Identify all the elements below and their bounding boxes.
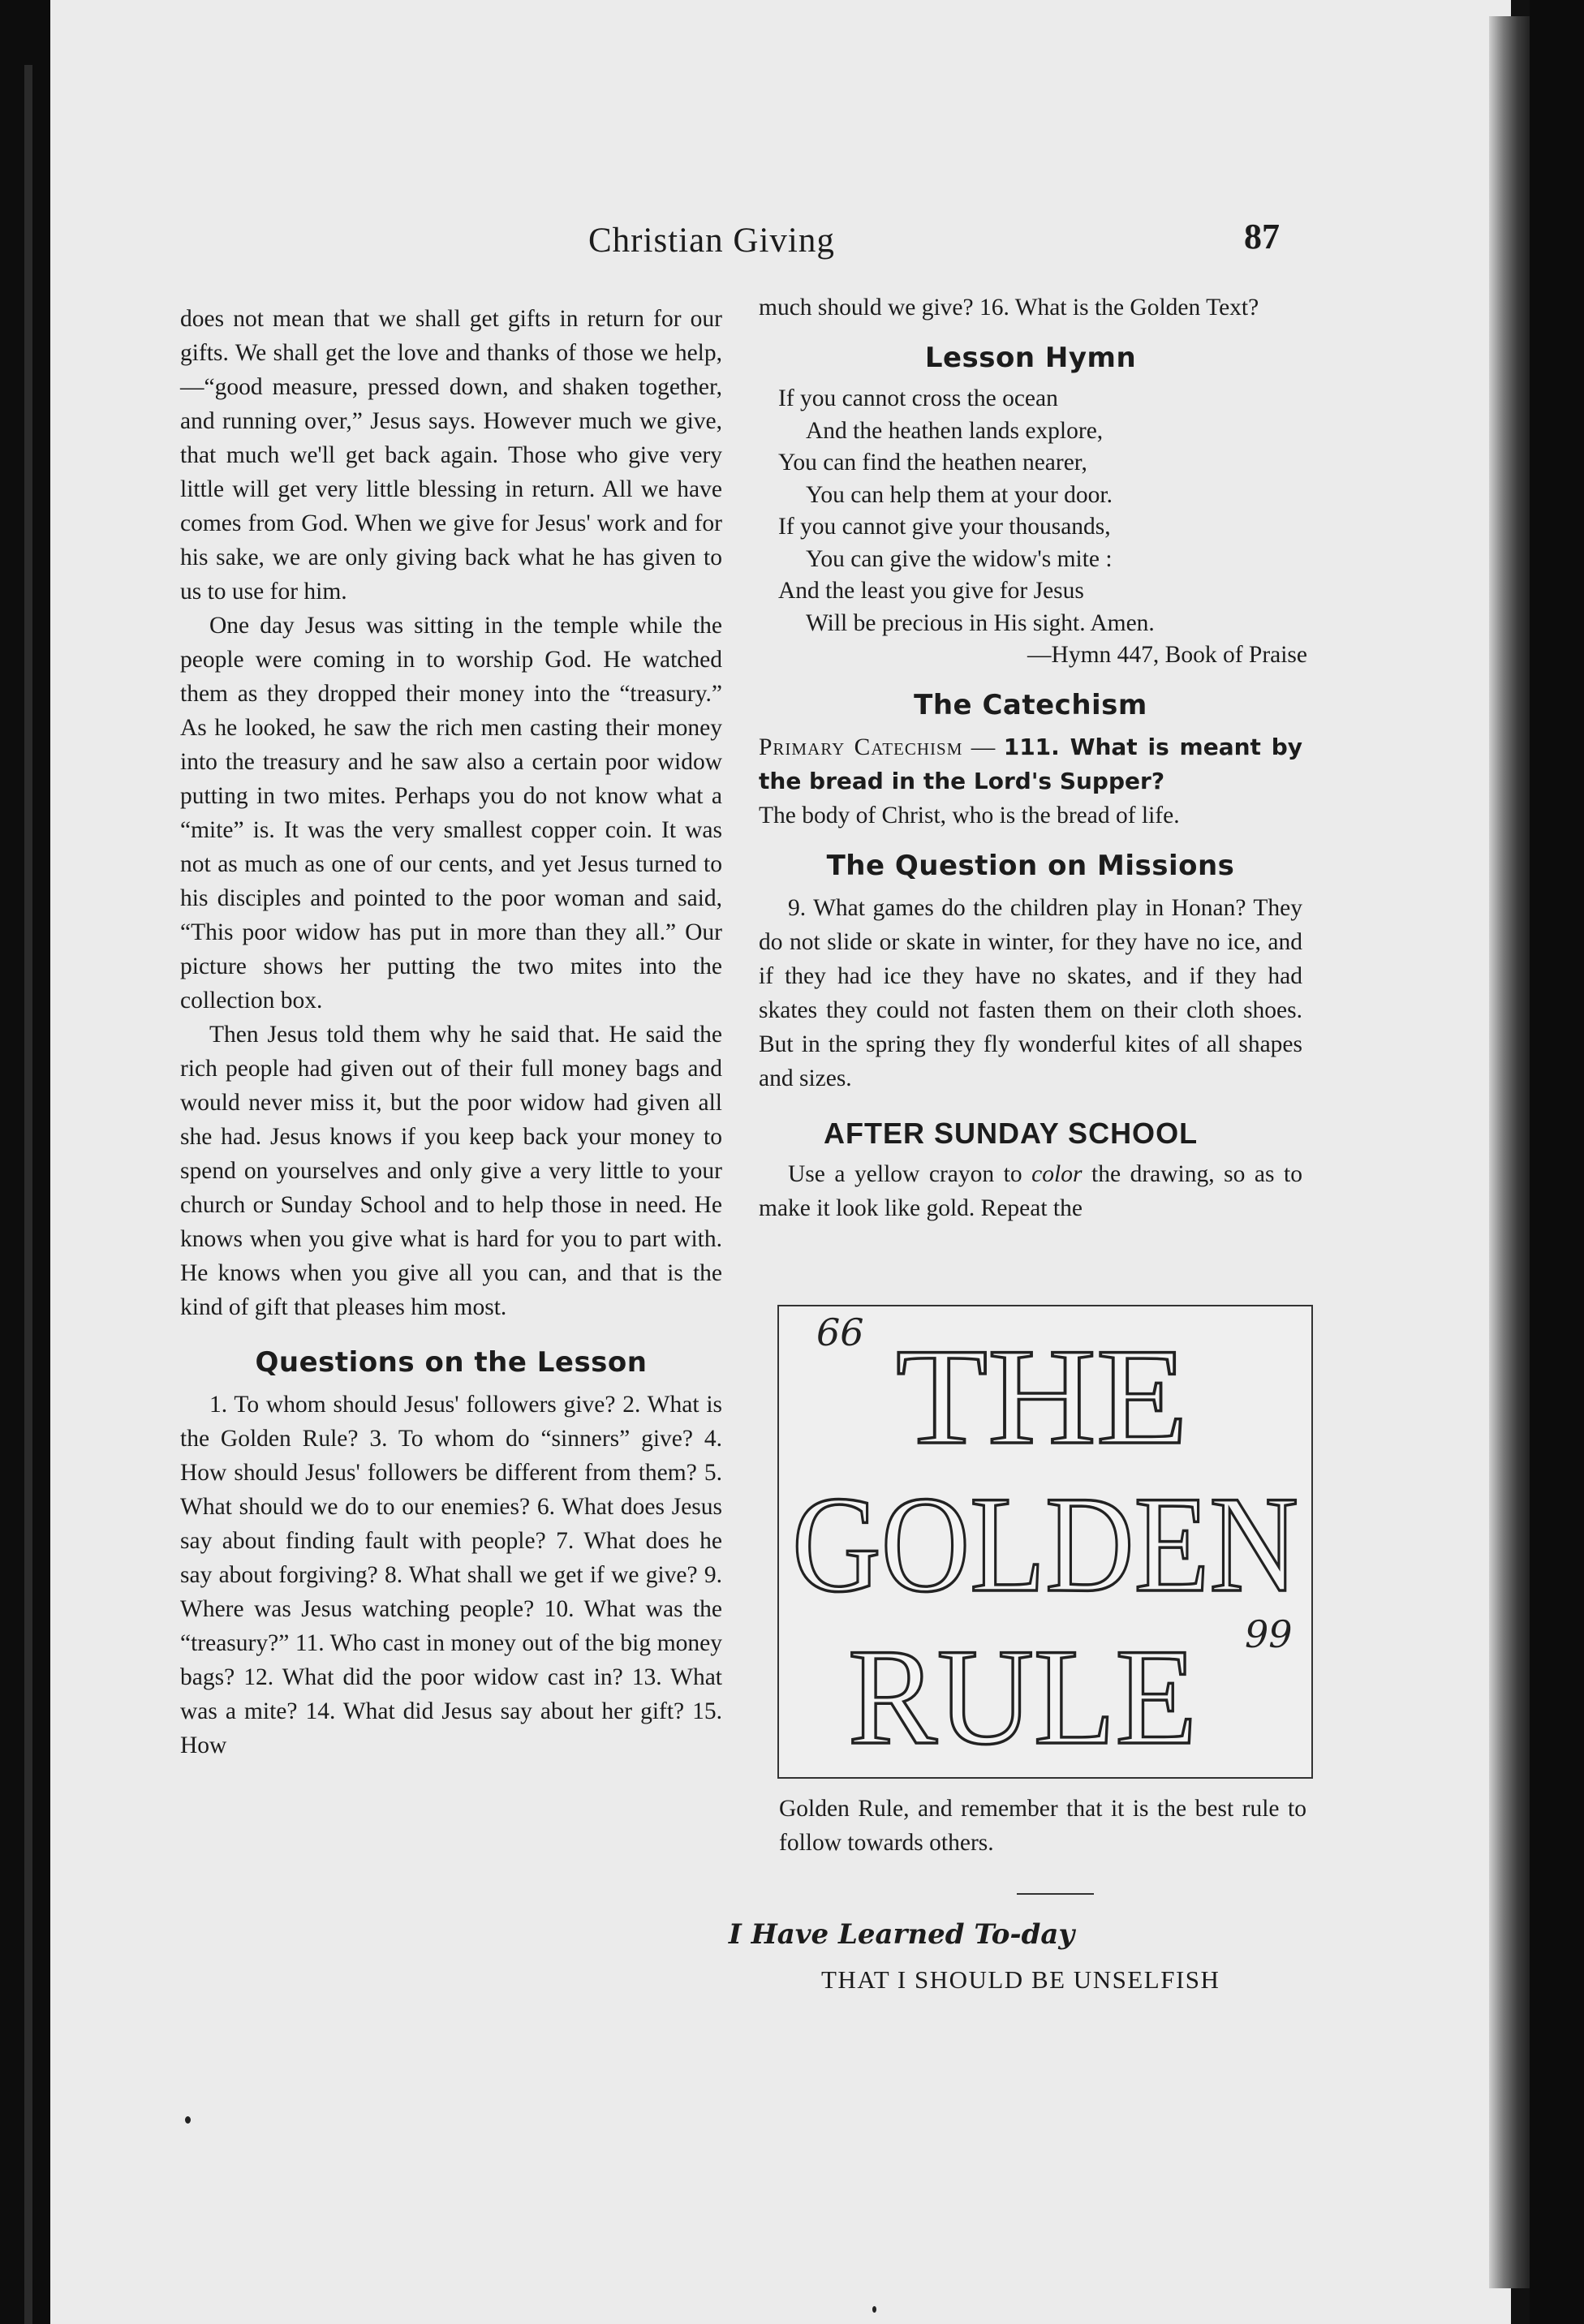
missions-heading: The Question on Missions <box>826 849 1235 882</box>
golden-rule-drawing <box>777 1305 1313 1779</box>
drawing-word-golden: GOLDEN <box>792 1468 1298 1620</box>
learned-heading: I Have Learned To-day <box>728 1918 1075 1951</box>
hymn-heading: Lesson Hymn <box>924 342 1137 374</box>
open-quote: 66 <box>816 1310 864 1354</box>
section-divider <box>1017 1893 1094 1895</box>
catechism-question <box>759 730 1302 798</box>
body-paragraph: Then Jesus told them why he said that. He said the rich people had given out of their full money bags and would never miss it, but the poor widow had given all she had. Jesus knows if you keep back your money to spend on yourselves and only give a very little to your church or Sunday School and to help those in need. He knows when you give what is hard for you to part with. He knows when you give all you can, and that is the kind of gift that pleases him most. <box>180 1022 722 1320</box>
after-drawing-block <box>779 1792 1306 1860</box>
after-school-heading: AFTER SUNDAY SCHOOL <box>824 1116 1199 1150</box>
after-drawing-text: Golden Rule, and remember that it is the best rule to follow towards others. <box>779 1796 1306 1856</box>
hymn-line: You can give the widow's mite : <box>806 545 1113 572</box>
book-gutter <box>24 65 32 2324</box>
hymn-line: And the least you give for Jesus <box>778 578 1084 604</box>
hymn-line: You can help them at your door. <box>806 481 1113 508</box>
hymn-credit: —Hymn 447, Book of Praise <box>1027 642 1307 668</box>
catechism-question-text: 111. What is meant by the bread in the Lord's Supper? <box>759 733 1302 794</box>
after-school-text <box>759 1157 1302 1225</box>
hymn-line: If you cannot cross the ocean <box>778 385 1058 411</box>
scan-border-right <box>1530 0 1584 2324</box>
after-school-text-a: Use a yellow crayon to <box>788 1160 1032 1187</box>
right-column <box>759 290 1307 1225</box>
hymn-line: You can find the heathen nearer, <box>778 450 1087 476</box>
questions-continued: much should we give? 16. What is the Golden Text? <box>759 295 1259 321</box>
close-quote: 99 <box>1245 1612 1293 1656</box>
hymn-line: If you cannot give your thousands, <box>778 514 1111 540</box>
catechism-answer: The body of Christ, who is the bread of life. <box>759 802 1180 828</box>
catechism-label: Primary Catechism <box>759 734 963 760</box>
body-paragraph: One day Jesus was sitting in the temple while the people were coming in to worship God. He watched them as they dropped their money into the “treasury.” As he looked, he saw the rich men casting their money into the treasury and he saw also a certain poor widow putting in two mites. Perhaps you do not know what a “mite” is. It was the very smallest copper coin. It was not as much as one of our cents, and yet Jesus turned to his disciples and pointed to the poor woman and said, “This poor widow has put in more than they all.” Our picture shows her putting the two mites into the collection box. <box>180 613 722 1014</box>
hymn-line: And the heathen lands explore, <box>806 417 1104 444</box>
hymn-line: Will be precious in His sight. Amen. <box>806 609 1155 636</box>
drawing-word-rule: RULE <box>848 1620 1197 1773</box>
drawing-word-the: THE <box>896 1320 1188 1473</box>
left-column <box>180 302 722 1762</box>
scan-speck <box>872 2306 876 2313</box>
after-school-text-b: the drawing, so as to make it look like gold. Repeat the <box>759 1160 1302 1221</box>
running-title: Christian Giving <box>588 222 835 260</box>
scan-speck <box>185 2116 191 2124</box>
missions-text: 9. What games do the children play in Honan? They do not slide or skate in winter, for they have no ice, and if they had ice they have no skates, and if they had skates they could not fasten them on their cloth shoes. But in the spring they fly wonderful kites of all shapes and sizes. <box>759 894 1302 1091</box>
learned-text: THAT I SHOULD BE UNSELFISH <box>821 1965 1220 1994</box>
body-paragraph: does not mean that we shall get gifts in return for our gifts. We shall get the love and thanks of those we help,—“good measure, pressed down, and shaken together, and running over,” Jesus says. However much we give, that much we'll get back again. Those who give very little will get very little blessing in return. All we have comes from God. When we give for Jesus' work and for his sake, we are only giving back what he has given to us to use for him. <box>180 306 722 605</box>
after-school-text-em: color <box>1031 1160 1083 1187</box>
questions-heading: Questions on the Lesson <box>255 1346 648 1379</box>
page-number: 87 <box>1244 217 1280 256</box>
questions-text: 1. To whom should Jesus' followers give? 2. What is the Golden Rule? 3. To whom do “sinners” give? 4. How should Jesus' followers be different from them? 5. What should we do to our enemies? 6. What does Jesus say about finding fault with people? 7. What does he say about forgiving? 8. What shall we get if we give? 9. Where was Jesus watching people? 10. What was the “treasury?” 11. Who cast in money out of the big money bags? 12. What did the poor widow cast in? 13. What was a mite? 14. What did Jesus say about her gift? 15. How <box>180 1392 722 1758</box>
catechism-heading: The Catechism <box>914 688 1147 721</box>
hymn-lyrics <box>778 383 1307 672</box>
catechism-dash: — <box>962 734 1004 760</box>
golden-rule-svg <box>779 1306 1311 1777</box>
